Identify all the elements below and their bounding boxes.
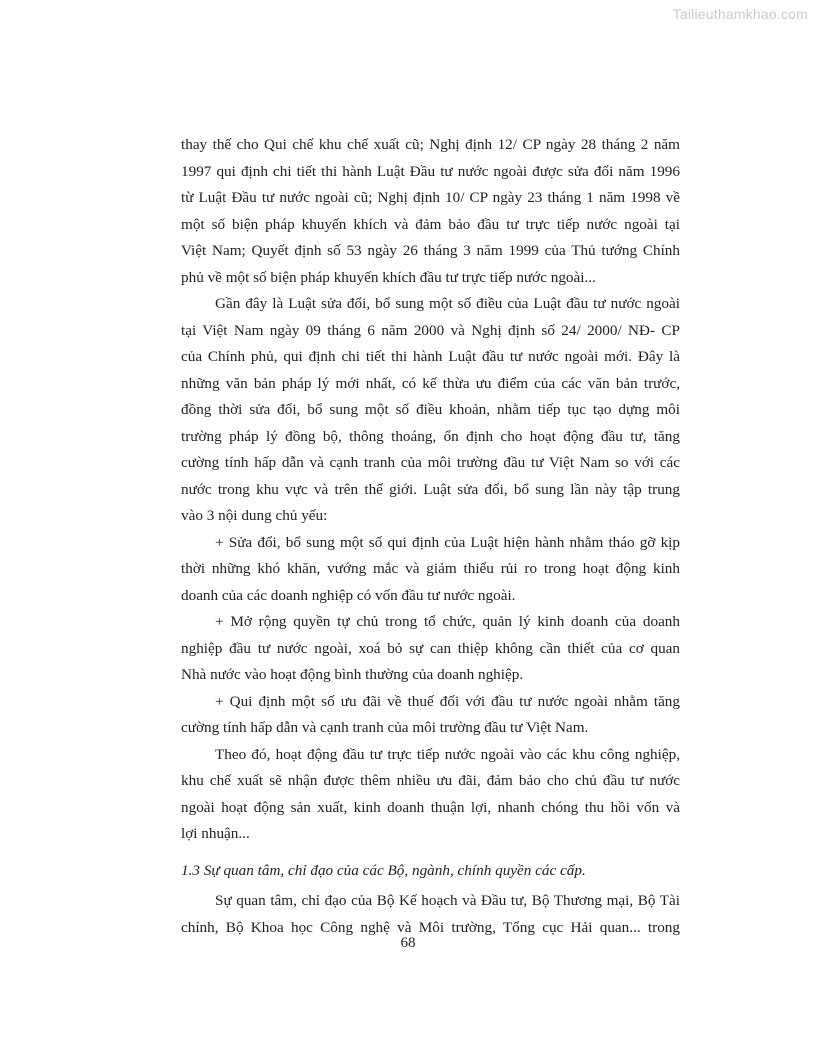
page-number: 68 <box>400 935 416 951</box>
text-line: + Qui định một số ưu đãi về thuế đối với đầu tư nước ngoài nhằm tăng <box>215 692 680 710</box>
text-line: phủ về một số biện pháp khuyến khích đầu tư trực tiếp nước ngoài... <box>181 268 596 286</box>
text-line: một số biện pháp khuyến khích và đảm bảo đầu tư trực tiếp nước ngoài tại <box>181 215 680 233</box>
text-line: + Sửa đổi, bổ sung một số qui định của Luật hiện hành nhằm tháo gỡ kịp <box>215 533 680 551</box>
text-line: Theo đó, hoạt động đầu tư trực tiếp nước ngoài vào các khu công nghiệp, <box>215 745 680 763</box>
text-line: Nhà nước vào hoạt động bình thường của doanh nghiệp. <box>181 666 524 683</box>
text-line: trường pháp lý đồng bộ, thông thoáng, ổn định cho hoạt động đầu tư, tăng <box>181 427 680 445</box>
text-line: + Mở rộng quyền tự chủ trong tổ chức, quản lý kinh doanh của doanh <box>215 613 680 630</box>
text-line: cường tính hấp dẫn và cạnh tranh của môi trường đầu tư Việt Nam so với các <box>181 454 680 471</box>
text-line: vào 3 nội dung chủ yếu: <box>181 507 328 524</box>
paragraph <box>181 888 680 941</box>
paragraph <box>181 742 680 848</box>
text-line: nước trong khu vực và trên thế giới. Luật sửa đổi, bổ sung lần này tập trung <box>181 480 680 498</box>
text-line: lợi nhuận... <box>181 825 250 842</box>
paragraph <box>181 530 680 610</box>
text-line: của Chính phủ, qui định chi tiết thi hành Luật đầu tư nước ngoài mới. Đây là <box>181 348 680 365</box>
paragraph <box>181 132 680 291</box>
text-line: chính, Bộ Khoa học Công nghệ và Môi trường, Tổng cục Hải quan... trong <box>181 918 680 936</box>
text-line: Gần đây là Luật sửa đổi, bổ sung một số điều của Luật đầu tư nước ngoài <box>215 295 680 312</box>
text-line: tại Việt Nam ngày 09 tháng 6 năm 2000 và Nghị định số 24/ 2000/ NĐ- CP <box>181 321 680 339</box>
paragraph <box>181 689 680 742</box>
text-line: những văn bản pháp lý mới nhất, có kế thừa ưu điểm của các văn bản trước, <box>181 374 680 392</box>
text-line: 1997 qui định chi tiết thi hành Luật Đầu tư nước ngoài được sửa đổi năm 1996 <box>181 162 680 180</box>
text-line: đồng thời sửa đổi, bổ sung một số điều khoản, nhằm tiếp tục tạo dựng môi <box>181 401 680 418</box>
text-line: doanh của các doanh nghiệp có vốn đầu tư nước ngoài. <box>181 586 516 604</box>
text-line: ngoài hoạt động sản xuất, kinh doanh thuận lợi, nhanh chóng thu hồi vốn và <box>181 798 680 816</box>
text-line: Sự quan tâm, chỉ đạo của Bộ Kế hoạch và Đầu tư, Bộ Thương mại, Bộ Tài <box>215 892 680 909</box>
paragraph <box>181 291 680 530</box>
section-heading: 1.3 Sự quan tâm, chỉ đạo của các Bộ, ngành, chính quyền các cấp. <box>181 861 586 879</box>
page-body <box>181 132 680 941</box>
text-line: Việt Nam; Quyết định số 53 ngày 26 tháng 3 năm 1999 của Thủ tướng Chính <box>181 242 680 259</box>
paragraph <box>181 609 680 689</box>
text-line: thay thế cho Qui chế khu chế xuất cũ; Nghị định 12/ CP ngày 28 tháng 2 năm <box>181 136 680 153</box>
watermark: Tailieuthamkhao.com <box>672 6 808 22</box>
text-line: cường tính hấp dẫn và cạnh tranh của môi trường đầu tư Việt Nam. <box>181 719 589 736</box>
text-line: nghiệp đầu tư nước ngoài, xoá bỏ sự can thiệp không cần thiết của cơ quan <box>181 639 680 657</box>
text-line: từ Luật Đầu tư nước ngoài cũ; Nghị định 10/ CP ngày 23 tháng 1 năm 1998 về <box>181 189 680 206</box>
text-line: thời những khó khăn, vướng mắc và giảm thiểu rủi ro trong hoạt động kinh <box>181 560 680 577</box>
text-line: khu chế xuất sẽ nhận được thêm nhiều ưu đãi, đảm bảo cho chủ đầu tư nước <box>181 772 680 789</box>
